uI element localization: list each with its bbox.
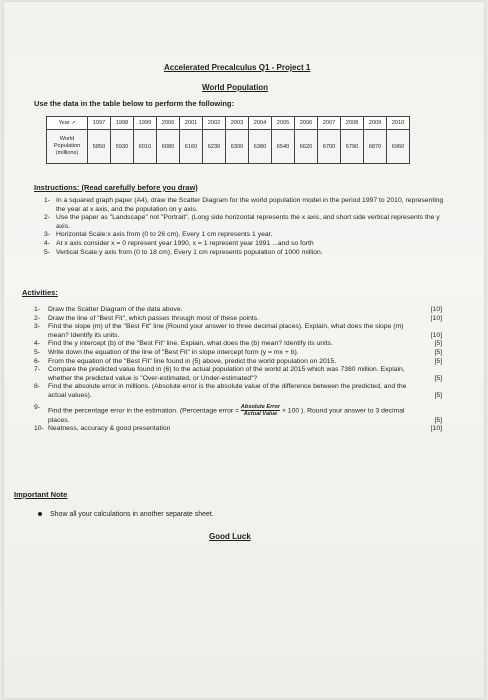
year-cell: 2005 <box>272 117 295 130</box>
points-badge: [5] <box>434 348 442 356</box>
activity-item: 2- Draw the line of "Best Fit", which passes through most of these points. [10] <box>34 314 442 322</box>
population-cell: 6230 <box>203 130 226 164</box>
population-row-header <box>47 130 88 164</box>
intro-text: Use the data in the table below to perform the following: <box>34 99 235 108</box>
points-badge: [10] <box>430 425 442 433</box>
instructions-heading: Instructions: (Read carefully before you draw) <box>34 183 198 192</box>
good-luck-text: Good Luck <box>209 532 251 541</box>
year-cell: 2007 <box>318 117 341 130</box>
activity-item: 9- Find the percentage error in the estimation. (Percentage error = $\frac{\text{Absolute Error}}{\text{Actual Value}}$ × 100 ). Round your answer to 3 decimal places. [5] <box>34 403 442 424</box>
population-cell: 6300 <box>226 130 249 164</box>
activities-heading: Activities: <box>22 288 58 297</box>
activities-list <box>34 306 442 434</box>
page-title: Accelerated Precalculus Q1 - Project 1 <box>164 63 311 72</box>
points-badge: [5] <box>434 416 442 424</box>
important-note-heading: Important Note <box>14 490 68 499</box>
row-label-line: Population <box>53 143 81 149</box>
population-cell: 6010 <box>134 130 157 164</box>
year-cell: 2000 <box>157 117 180 130</box>
year-cell: 2004 <box>249 117 272 130</box>
year-cell: 2008 <box>341 117 364 130</box>
population-cell: 6960 <box>387 130 410 164</box>
important-note-bullet: Show all your calculations in another separate sheet. <box>38 511 214 518</box>
activity-item: 8- Find the absolute error in millions. (Absolute error is the absolute value of the difference between the predicted, and the actual values). [5] <box>34 383 442 399</box>
year-cell: 2001 <box>180 117 203 130</box>
points-badge: [10] <box>430 331 442 339</box>
population-cell: 6870 <box>364 130 387 164</box>
year-cell: 2002 <box>203 117 226 130</box>
activity-item: 3- Find the slope (m) of the "Best Fit" line (Round your answer to three decimal places). Explain, what does the slope (m) mean? Identify its units. [10] <box>34 323 442 339</box>
points-badge: [10] <box>430 314 442 322</box>
year-cell: 2009 <box>364 117 387 130</box>
population-cell: 6160 <box>180 130 203 164</box>
percentage-error-fraction: $\frac{\text{Absolute Error}}{\text{Actual Value}}$ <box>240 403 281 417</box>
year-label: Year <box>58 119 70 126</box>
row-label-line: (millions) <box>55 150 79 156</box>
instruction-item: 5- Vertical Scale:y axis from (0 to 18 cm), Every 1 cm represents population of 1000 million. <box>44 248 323 256</box>
activity-item: 6- From the equation of the "Best Fit" line found in (5) above, predict the world population on 2015. [5] <box>34 357 442 365</box>
instruction-item: 1- In a squared graph paper (A4), draw the Scatter Diagram for the world population model in the period 1997 to 2010, representing the year at x axis, and the population on y axis. <box>44 197 444 213</box>
population-cell: 6790 <box>341 130 364 164</box>
instruction-item: 4- At x axis consider x = 0 represent year 1990, x = 1 represent year 1991 ...and so forth <box>44 239 314 247</box>
population-cell: 6080 <box>157 130 180 164</box>
points-badge: [5] <box>434 391 442 399</box>
population-cell: 6620 <box>295 130 318 164</box>
activity-item: 10- Neatness, accuracy & good presentation [10] <box>34 425 442 433</box>
instruction-item: 3- Horizontal Scale:x axis from (0 to 26 cm), Every 1 cm represents 1 year. <box>44 231 273 239</box>
activity-item: 1- Draw the Scatter Diagram of the data above. [10] <box>34 306 442 313</box>
points-badge: [10] <box>430 306 442 313</box>
population-cell: 5930 <box>111 130 134 164</box>
year-cell: 1997 <box>88 117 111 130</box>
year-cell: 1998 <box>111 117 134 130</box>
year-cell: 1999 <box>134 117 157 130</box>
population-cell: 6540 <box>272 130 295 164</box>
points-badge: [5] <box>434 357 442 365</box>
population-cell: 6700 <box>318 130 341 164</box>
year-cell: 2006 <box>295 117 318 130</box>
year-cell: 2003 <box>226 117 249 130</box>
year-cell: 2010 <box>387 117 410 130</box>
activity-item: 5- Write down the equation of the line of "Best Fit" in slope intercept form (y = mx + b). [5] <box>34 348 442 356</box>
instruction-item: 2- Use the paper as "Landscape" not "Portrait". (Long side horizontal represents the x axis, and short side vertical represents the y axis. <box>44 214 440 230</box>
activity-item: 7- Compare the predicted value found in (6) to the actual population of the world at 2015 which was 7380 million. Explain, whether the predicted value is "Over-estimated, or Under-estimated"? [5] <box>34 366 442 382</box>
year-row <box>47 117 410 130</box>
population-cell: 6380 <box>249 130 272 164</box>
bullet-icon <box>38 512 42 516</box>
year-row-header: Year ↗ <box>47 117 88 130</box>
population-row <box>47 130 410 164</box>
population-table <box>46 116 410 164</box>
points-badge: [5] <box>434 374 442 382</box>
points-badge: [5] <box>434 340 442 348</box>
page-subtitle: World Population <box>202 83 269 92</box>
instructions-list <box>44 197 444 257</box>
activity-item: 4- Find the y intercept (b) of the "Best Fit" line. Explain, what does the (b) mean? Identify its units. [5] <box>34 340 442 348</box>
row-label-line: World <box>59 136 75 142</box>
worksheet-page <box>4 2 484 698</box>
population-cell: 5850 <box>88 130 111 164</box>
